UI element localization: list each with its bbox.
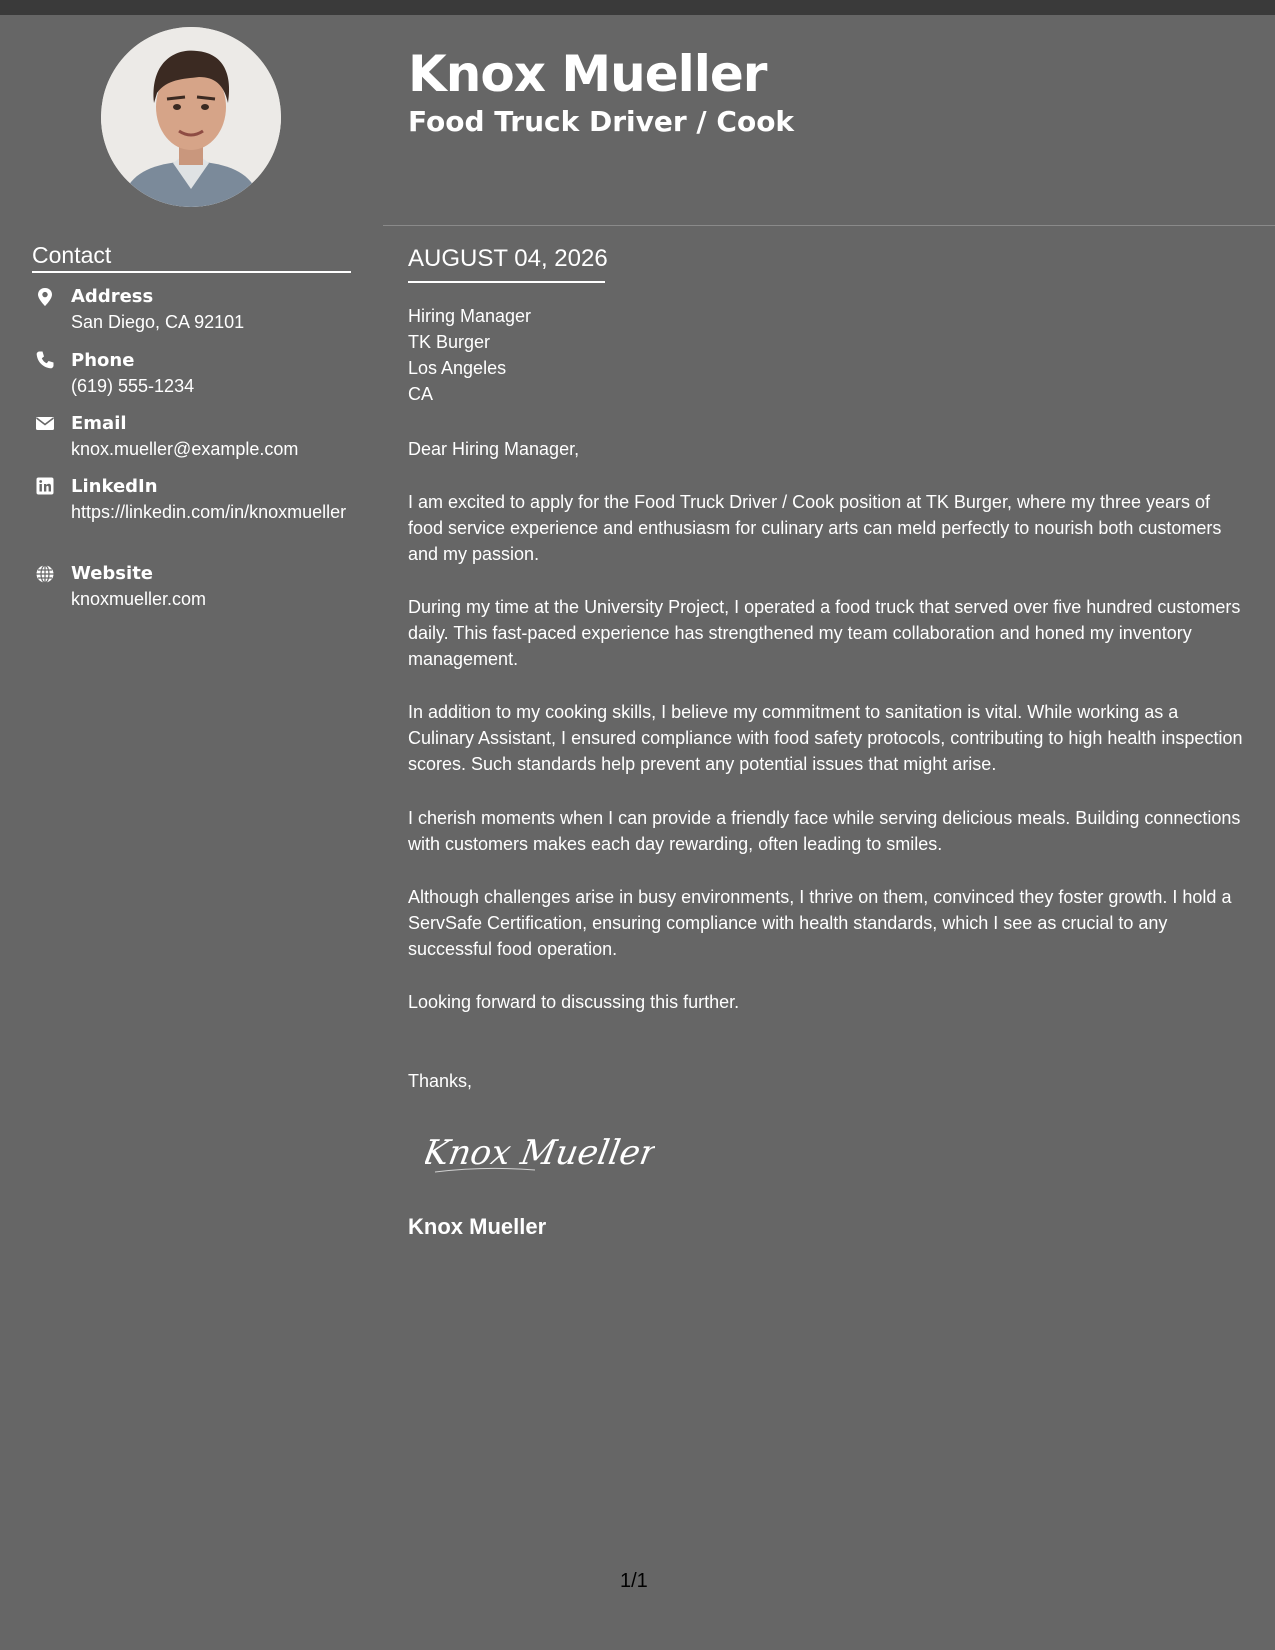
- body-paragraph: Although challenges arise in busy environments, I thrive on them, convinced they foster growth. I hold a ServSafe Certification, ensuring compliance with health standards, which I see as crucial to any successful food operation.: [408, 887, 1232, 959]
- signer-name: Knox Mueller: [408, 1214, 547, 1239]
- address-label: Address: [71, 286, 154, 307]
- salutation: Dear Hiring Manager,: [408, 439, 580, 459]
- globe-icon: [34, 563, 56, 585]
- website-label: Website: [71, 563, 154, 584]
- recipient-block: [408, 303, 1243, 407]
- contact-heading: Contact: [32, 242, 112, 268]
- recipient-line: Hiring Manager: [408, 306, 532, 326]
- body-paragraph: I am excited to apply for the Food Truck Driver / Cook position at TK Burger, where my three years of food service experience and enthusiasm for culinary arts can meld perfectly to nourish both customers and my passion.: [408, 492, 1222, 564]
- header-divider: [383, 225, 1275, 226]
- recipient-line: TK Burger: [408, 332, 491, 352]
- top-bar: [0, 0, 1275, 15]
- page-number: 1/1: [620, 1570, 648, 1592]
- letter-date: AUGUST 04, 2026: [408, 245, 608, 272]
- body-paragraph: During my time at the University Project, I operated a food truck that served over five hundred customers daily. This fast-paced experience has strengthened my team collaboration and honed my inventory management.: [408, 597, 1241, 669]
- date-rule: [408, 281, 605, 283]
- linkedin-label: LinkedIn: [71, 476, 158, 497]
- body-paragraph: Looking forward to discussing this further.: [408, 992, 740, 1012]
- recipient-line: Los Angeles: [408, 358, 507, 378]
- recipient-line: CA: [408, 384, 434, 404]
- address-value: San Diego, CA 92101: [71, 312, 245, 332]
- phone-icon: [34, 349, 56, 371]
- profile-photo: [101, 27, 281, 207]
- candidate-name: Knox Mueller: [408, 45, 767, 103]
- contact-heading-rule: [32, 271, 351, 273]
- email-label: Email: [71, 413, 127, 434]
- phone-value: (619) 555-1234: [71, 376, 195, 396]
- phone-label: Phone: [71, 350, 135, 371]
- handwritten-signature: [425, 1122, 655, 1187]
- linkedin-icon: [34, 475, 56, 497]
- linkedin-value[interactable]: https://linkedin.com/in/knoxmueller: [71, 502, 347, 522]
- body-paragraph: In addition to my cooking skills, I believe my commitment to sanitation is vital. While working as a Culinary Assistant, I ensured compliance with food safety protocols, contributing to high health inspection scores. Such standards help prevent any potential issues that might arise.: [408, 702, 1243, 774]
- email-value[interactable]: knox.mueller@example.com: [71, 439, 299, 459]
- envelope-icon: [34, 412, 56, 434]
- location-pin-icon: [34, 286, 56, 308]
- job-title: Food Truck Driver / Cook: [408, 105, 795, 138]
- website-value[interactable]: knoxmueller.com: [71, 589, 207, 609]
- svg-text:Knox Mueller: Knox Mueller: [425, 1133, 655, 1173]
- closing: Thanks,: [408, 1071, 473, 1091]
- body-paragraph: I cherish moments when I can provide a friendly face while serving delicious meals. Building connections with customers makes each day rewarding, often leading to smiles.: [408, 808, 1241, 854]
